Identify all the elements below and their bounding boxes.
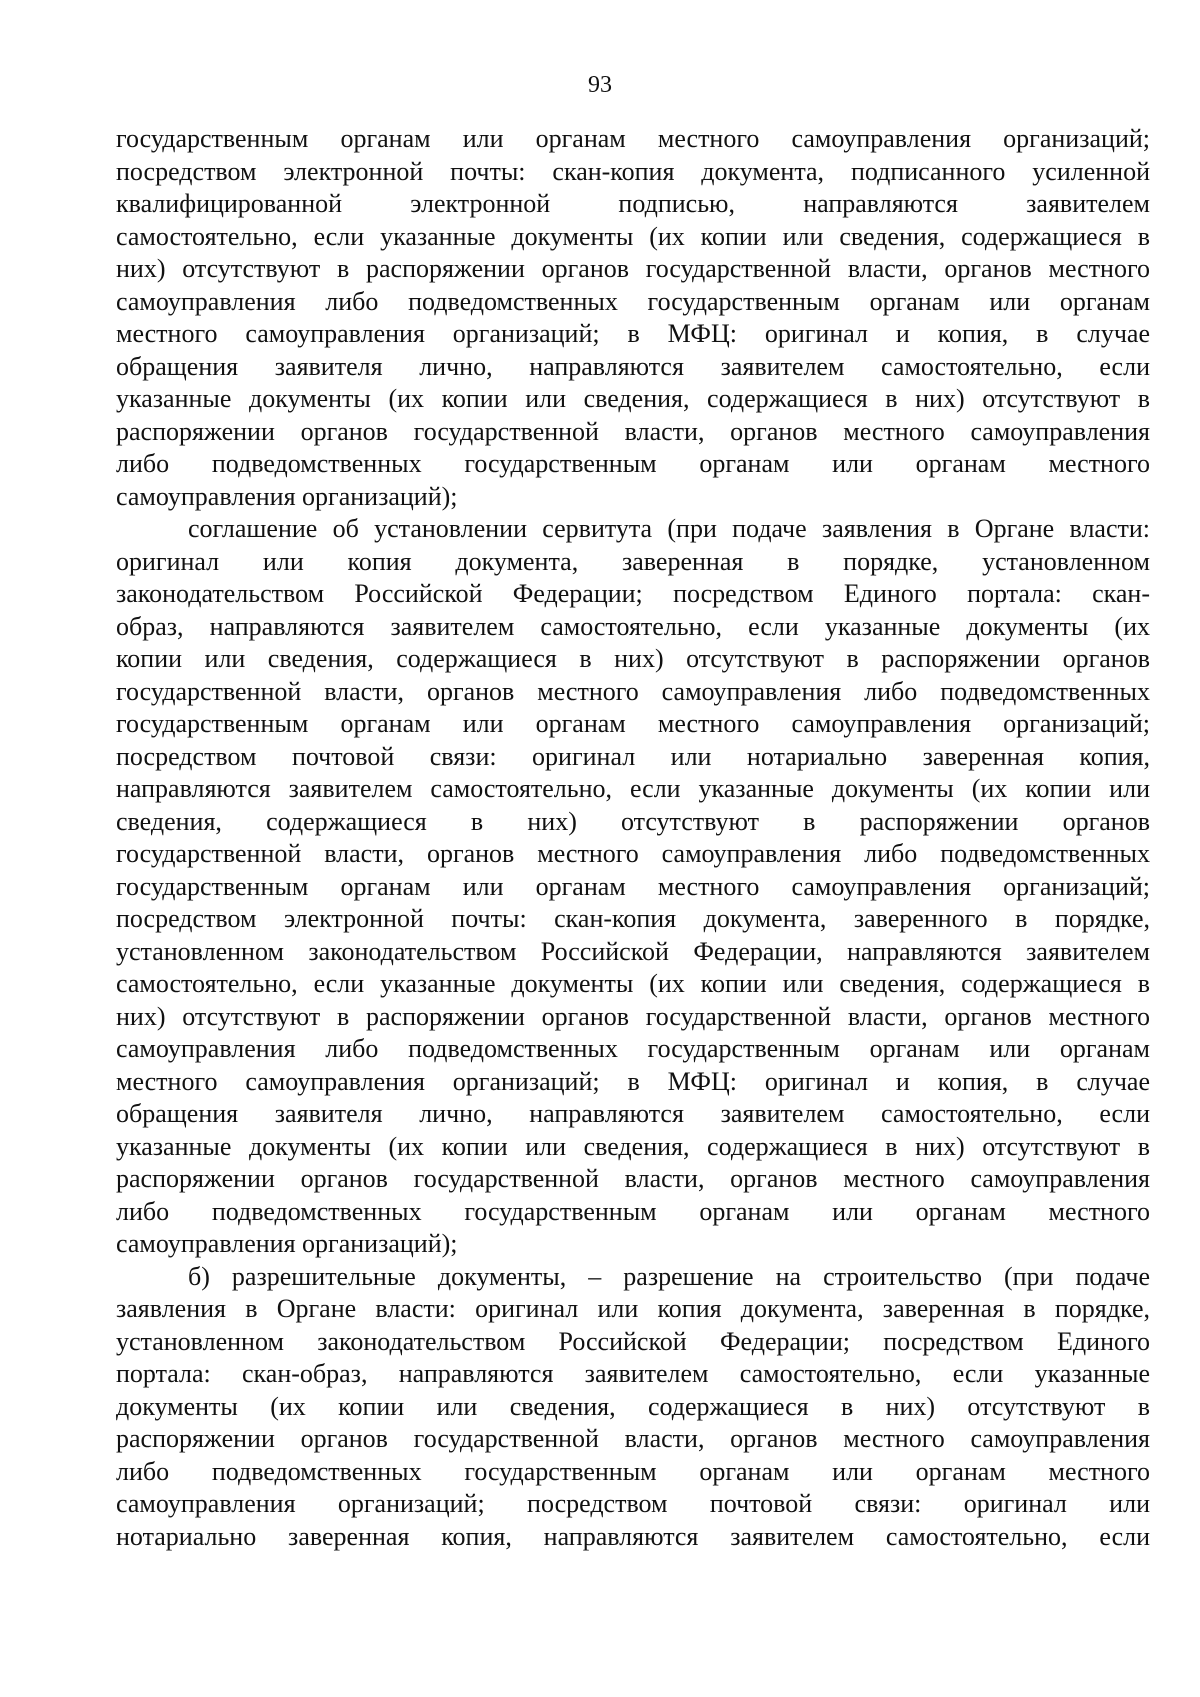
- text-line: самостоятельно, если указанные документы (их копии или сведения, содержащиеся в: [116, 221, 1150, 251]
- text-line: оригинал или копия документа, заверенная в порядке, установленном: [116, 546, 1150, 576]
- text-line: посредством электронной почты: скан-копия документа, подписанного усиленной: [116, 156, 1150, 186]
- text-line: самостоятельно, если указанные документы (их копии или сведения, содержащиеся в: [116, 969, 1150, 998]
- text-line: документы (их копии или сведения, содержащиеся в них) отсутствуют в: [116, 1391, 1150, 1421]
- text-line: государственным органам или органам местного самоуправления организаций;: [116, 709, 1150, 738]
- text-line: распоряжении органов государственной власти, органов местного самоуправления: [116, 1164, 1150, 1193]
- text-line: законодательством Российской Федерации; посредством Единого портала: скан-: [116, 579, 1150, 608]
- text-line: либо подведомственных государственным органам или органам местного: [116, 1456, 1150, 1486]
- text-line: сведения, содержащиеся в них) отсутствуют в распоряжении органов: [116, 806, 1150, 836]
- text-line: образ, направляются заявителем самостоятельно, если указанные документы (их: [116, 611, 1150, 641]
- text-line: государственным органам или органам местного самоуправления организаций;: [116, 124, 1150, 153]
- text-line: государственной власти, органов местного самоуправления либо подведомственных: [116, 839, 1150, 868]
- text-line: самоуправления организаций);: [116, 1229, 458, 1258]
- page-number: 93: [588, 72, 612, 98]
- text-line: самоуправления либо подведомственных государственным органам или органам: [116, 1034, 1150, 1063]
- text-line: б) разрешительные документы, – разрешение на строительство (при подаче: [188, 1261, 1150, 1291]
- text-line: портала: скан-образ, направляются заявителем самостоятельно, если указанные: [116, 1359, 1150, 1388]
- text-line: самоуправления либо подведомственных государственным органам или органам: [116, 286, 1150, 316]
- text-line: посредством почтовой связи: оригинал или нотариально заверенная копия,: [116, 741, 1150, 771]
- text-line: указанные документы (их копии или сведения, содержащиеся в них) отсутствуют в: [116, 1131, 1150, 1161]
- text-line: распоряжении органов государственной власти, органов местного самоуправления: [116, 416, 1150, 446]
- text-line: государственным органам или органам местного самоуправления организаций;: [116, 871, 1150, 901]
- document-body: [116, 123, 1150, 1553]
- text-line: посредством электронной почты: скан-копия документа, заверенного в порядке,: [116, 904, 1150, 933]
- text-line: либо подведомственных государственным органам или органам местного: [116, 1196, 1150, 1226]
- text-line: местного самоуправления организаций; в МФЦ: оригинал и копия, в случае: [116, 319, 1150, 348]
- text-line: самоуправления организаций; посредством почтовой связи: оригинал или: [116, 1489, 1150, 1518]
- text-line: них) отсутствуют в распоряжении органов государственной власти, органов местного: [116, 254, 1150, 283]
- text-line: квалифицированной электронной подписью, направляются заявителем: [116, 189, 1150, 218]
- text-line: либо подведомственных государственным органам или органам местного: [116, 449, 1150, 478]
- text-line: обращения заявителя лично, направляются заявителем самостоятельно, если: [116, 1099, 1150, 1128]
- text-line: указанные документы (их копии или сведения, содержащиеся в них) отсутствуют в: [116, 384, 1150, 413]
- text-line: нотариально заверенная копия, направляются заявителем самостоятельно, если: [116, 1521, 1150, 1551]
- text-line: копии или сведения, содержащиеся в них) отсутствуют в распоряжении органов: [116, 644, 1150, 673]
- text-line: местного самоуправления организаций; в МФЦ: оригинал и копия, в случае: [116, 1066, 1150, 1096]
- text-line: самоуправления организаций);: [116, 481, 458, 511]
- text-line: распоряжении органов государственной власти, органов местного самоуправления: [116, 1424, 1150, 1453]
- text-line: установленном законодательством Российской Федерации; посредством Единого: [116, 1326, 1150, 1356]
- text-line: обращения заявителя лично, направляются заявителем самостоятельно, если: [116, 351, 1150, 381]
- text-line: соглашение об установлении сервитута (при подаче заявления в Органе власти:: [188, 514, 1150, 543]
- text-line: направляются заявителем самостоятельно, если указанные документы (их копии или: [116, 774, 1150, 803]
- text-line: них) отсутствуют в распоряжении органов государственной власти, органов местного: [116, 1001, 1150, 1031]
- text-line: заявления в Органе власти: оригинал или копия документа, заверенная в порядке,: [116, 1294, 1150, 1323]
- text-line: государственной власти, органов местного самоуправления либо подведомственных: [116, 676, 1150, 706]
- text-line: установленном законодательством Российской Федерации, направляются заявителем: [116, 936, 1150, 966]
